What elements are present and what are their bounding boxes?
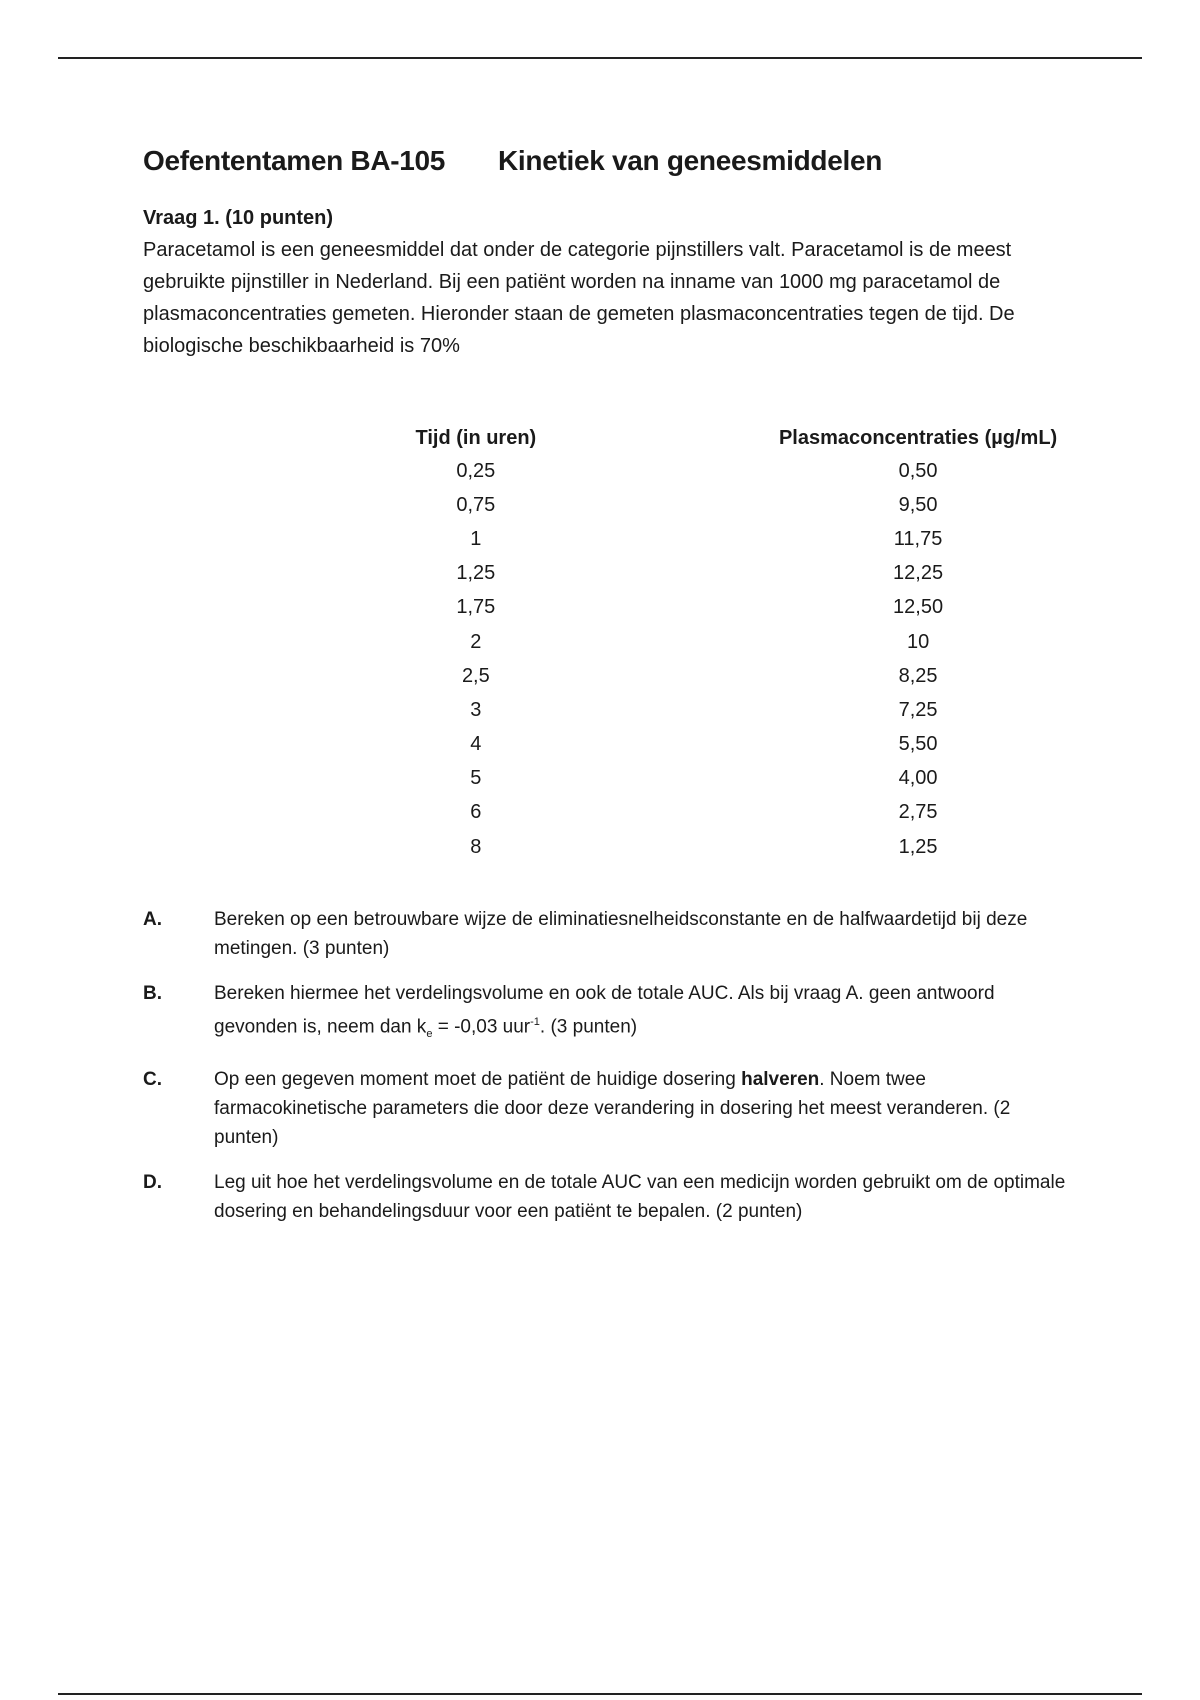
time-cell: 2: [470, 630, 482, 653]
question-text: [214, 1065, 1078, 1152]
page-content: [143, 145, 1066, 1223]
table-row: [391, 762, 1063, 796]
table-row: [391, 830, 1063, 864]
column-header-concentration: Plasmaconcentraties (µg/mL): [778, 426, 1058, 449]
page-title: [143, 145, 1063, 177]
footer-rule: [58, 1693, 1142, 1695]
question-c: [143, 1065, 1078, 1152]
title-course: Oefententamen BA-105: [143, 145, 446, 176]
emphasis: halveren: [741, 1069, 820, 1091]
table-row: [391, 693, 1063, 727]
question-text: Bereken op een betrouwbare wijze de eliminatiesnelheidsconstante en de halfwaardetijd bij deze metingen. (3 punten): [214, 909, 1028, 959]
concentration-cell: 8,25: [898, 664, 938, 687]
time-cell: 8: [470, 835, 482, 858]
table-header-row: [391, 422, 1063, 454]
time-cell: 3: [470, 698, 482, 721]
table-row: [391, 728, 1063, 762]
text-segment: . (3 punten): [539, 1016, 638, 1038]
time-cell: 5: [470, 767, 482, 790]
question-list: [143, 905, 1078, 1242]
time-cell: 1,75: [456, 596, 496, 619]
table-row: [391, 796, 1063, 830]
question-b: [143, 979, 1078, 1049]
column-header-time: Tijd (in uren): [415, 426, 537, 449]
concentration-cell: 11,75: [893, 527, 943, 550]
time-cell: 2,5: [461, 664, 490, 687]
table-row: [391, 454, 1063, 488]
question-a: [143, 905, 1078, 963]
concentration-cell: 10: [906, 630, 930, 653]
text-segment: = -0,03 uur: [432, 1016, 531, 1038]
question-d: [143, 1168, 1078, 1226]
table-row: [391, 522, 1063, 556]
table-row: [391, 659, 1063, 693]
concentration-cell: 1,25: [898, 835, 938, 858]
concentration-cell: 12,50: [893, 596, 944, 619]
concentration-table: [391, 422, 1063, 864]
table-row: [391, 488, 1063, 522]
concentration-cell: 4,00: [898, 767, 938, 790]
table-row: [391, 625, 1063, 659]
concentration-cell: 0,50: [898, 459, 938, 482]
time-cell: 1: [470, 527, 482, 550]
header-rule: [58, 57, 1142, 59]
time-cell: 1,25: [456, 562, 496, 585]
concentration-cell: 2,75: [898, 801, 938, 824]
question-text: Leg uit hoe het verdelingsvolume en de totale AUC van een medicijn worden gebruikt om de optimale dosering en behandelingsduur voor een patiënt te bepalen. (2 punten): [214, 1172, 1066, 1223]
question-header: Vraag 1. (10 punten): [143, 207, 334, 229]
subscript: e: [426, 1028, 433, 1041]
concentration-cell: 12,25: [893, 562, 944, 585]
question-letter: C.: [143, 1069, 162, 1091]
text-segment: Op een gegeven moment moet de patiënt de huidige dosering: [214, 1069, 742, 1091]
question-letter: A.: [143, 909, 162, 930]
question-text: [214, 979, 1078, 1049]
table-body: [391, 454, 1063, 864]
table-row: [391, 591, 1063, 625]
concentration-cell: 9,50: [898, 493, 938, 516]
time-cell: 4: [470, 733, 482, 756]
text-segment: Bereken hiermee het verdelingsvolume en ook de totale AUC. Als bij vraag A. geen antwoord gevonden is, neem dan k: [214, 983, 995, 1038]
time-cell: 0,75: [456, 493, 496, 516]
intro-paragraph: Paracetamol is een geneesmiddel dat onder de categorie pijnstillers valt. Paracetamol is de meest gebruikte pijnstiller in Nederland. Bij een patiënt worden na inname van 1000 mg paracetamol de plasmaconcentraties gemeten. Hieronder staan de gemeten plasmaconcentraties tegen de tijd. De biologische beschikbaarheid is 70%: [143, 239, 1015, 357]
title-subject: Kinetiek van geneesmiddelen: [498, 145, 883, 176]
concentration-cell: 5,50: [898, 733, 938, 756]
superscript: -1: [530, 1016, 540, 1028]
question-letter: B.: [143, 983, 162, 1004]
concentration-cell: 7,25: [898, 698, 938, 721]
text-segment: . Noem twee farmacokinetische parameters die door deze verandering in dosering het meest veranderen. (2 punten): [214, 1069, 1011, 1149]
table-row: [391, 557, 1063, 591]
time-cell: 0,25: [456, 459, 496, 482]
time-cell: 6: [470, 801, 482, 824]
question-letter: D.: [143, 1172, 162, 1194]
